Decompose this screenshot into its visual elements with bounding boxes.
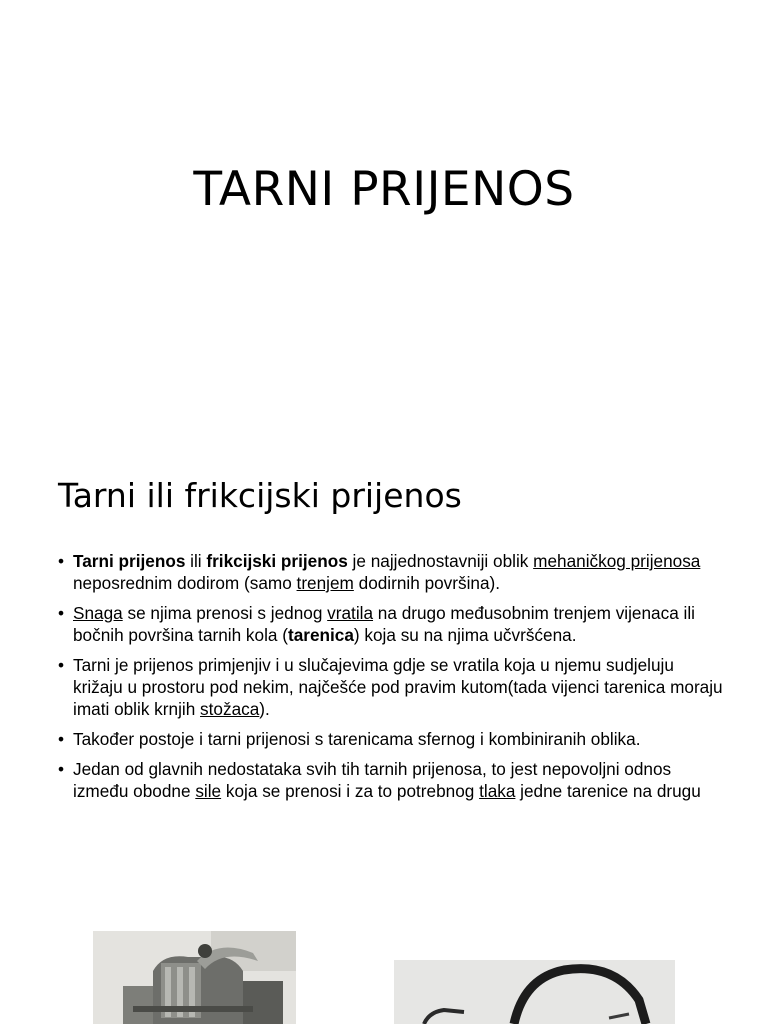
link-sile[interactable]: sile [195,781,222,801]
link-stozaca[interactable]: stožaca [200,699,260,719]
bold-term: tarenica [287,625,354,645]
link-tlaka[interactable]: tlaka [479,781,516,801]
text-run: ) koja su na njima učvršćena. [353,625,577,645]
text-run: se njima prenosi s jednog [122,603,328,623]
engine-photo [93,931,296,1024]
text-run: na drugo međusobnim trenjem vijenaca ili bočnih površina tarnih kola ( [73,603,695,645]
bold-term: frikcijski prijenos [206,551,348,571]
text-run: koja se prenosi i za to potrebnog [221,781,480,801]
text-run: je najjednostavniji oblik [347,551,534,571]
text-run: dodirnih površina). [353,573,501,593]
list-item [58,602,728,646]
link-trenjem[interactable]: trenjem [296,573,354,593]
text-run: ili [185,551,207,571]
text-run: Tarni je prijenos primjenjiv i u slučajevima gdje se vratila koja u njemu sudjeluju križaju u prostoru pod nekim, najčešće pod pravim kutom(tada vijenci tarenica moraju imati oblik krnjih [73,655,723,719]
text-run: neposrednim dodirom (samo [73,573,297,593]
text-run: ). [259,699,270,719]
page-title: TARNI PRIJENOS [193,162,575,217]
link-snaga[interactable]: Snaga [73,603,123,623]
bullet-list [58,550,728,810]
list-item [58,728,728,750]
belt-drive-photo [394,960,675,1024]
text-run: Također postoje i tarni prijenosi s tarenicama sfernog i kombiniranih oblika. [73,729,641,749]
link-vratila[interactable]: vratila [327,603,374,623]
link-mehanickog-prijenosa[interactable]: mehaničkog prijenosa [533,551,701,571]
list-item [58,550,728,594]
section-heading: Tarni ili frikcijski prijenos [58,476,462,515]
list-item [58,758,728,802]
bold-term: Tarni prijenos [73,551,186,571]
text-run: jedne tarenice na drugu [515,781,701,801]
list-item [58,654,728,720]
text-run: Jedan od glavnih nedostataka svih tih tarnih prijenosa, to jest nepovoljni odnos između obodne [73,759,672,801]
